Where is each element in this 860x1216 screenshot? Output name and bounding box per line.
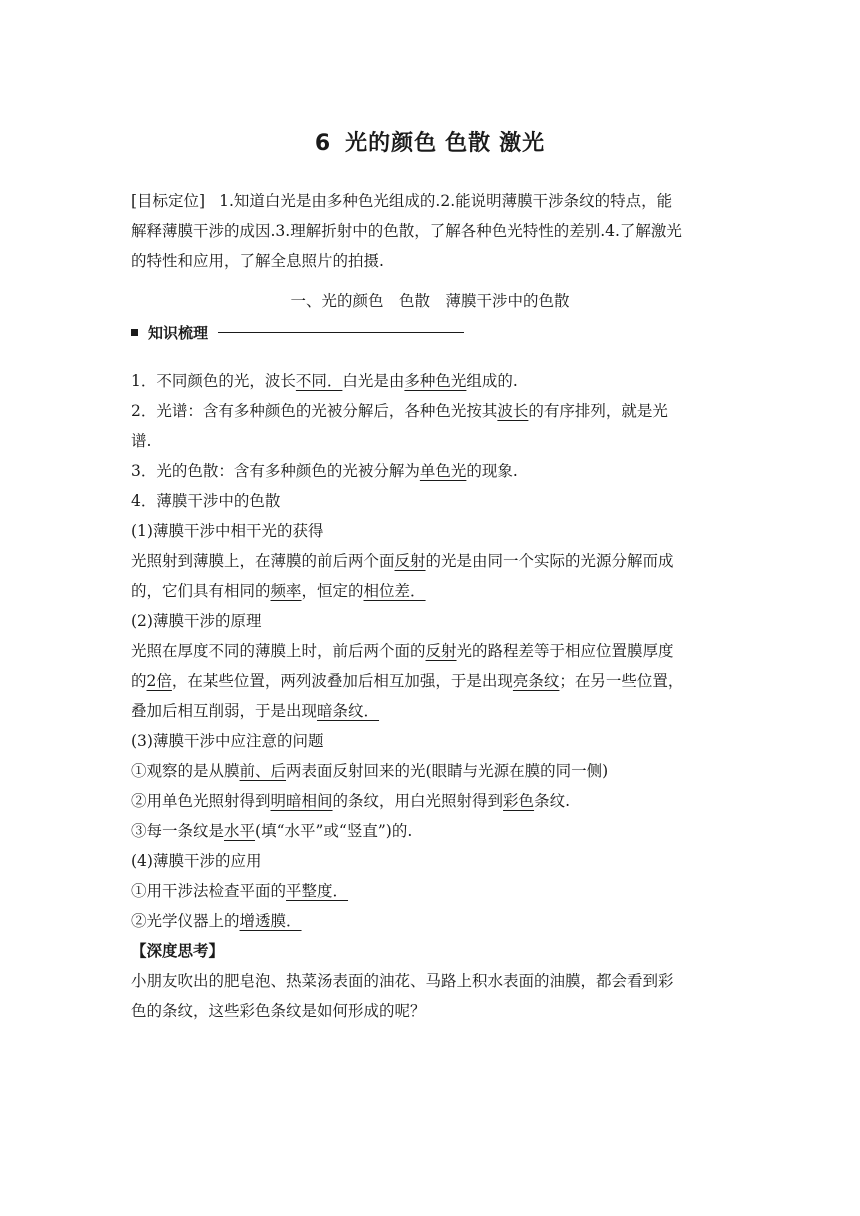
answer-blank: 波长	[497, 402, 529, 420]
subsection-2-line-3: 叠加后相互削弱，于是出现暗条纹．	[131, 702, 380, 720]
title-part-2: 色散	[445, 131, 492, 156]
deep-thinking-label: 【深度思考】	[131, 942, 225, 960]
answer-blank: 亮条纹	[512, 672, 560, 690]
subsection-4-line-1: ①用干涉法检查平面的平整度．	[131, 882, 349, 900]
title-number: 6	[314, 131, 332, 156]
answer-blank: 前、后	[239, 762, 287, 780]
item-4: 4．薄膜干涉中的色散	[131, 492, 281, 510]
subsection-3-line-2: ②用单色光照射得到明暗相间的条纹，用白光照射得到彩色条纹.	[131, 792, 570, 810]
item-2: 2．光谱：含有多种颜色的光被分解后，各种色光按其波长的有序排列，就是光	[131, 402, 668, 420]
section-heading: 一、光的颜色 色散 薄膜干涉中的色散	[290, 292, 570, 310]
subsection-2-line-2: 的2倍，在某些位置，两列波叠加后相互加强，于是出现亮条纹；在另一些位置，	[131, 672, 684, 690]
item-3: 3．光的色散：含有多种颜色的光被分解为单色光的现象.	[131, 462, 518, 480]
answer-blank: 不同．	[295, 372, 343, 390]
subsection-2-line-1: 光照在厚度不同的薄膜上时，前后两个面的反射光的路程差等于相应位置膜厚度	[131, 642, 674, 660]
knowledge-header	[131, 320, 464, 344]
answer-blank: 反射	[425, 642, 457, 660]
content-body	[131, 366, 731, 1026]
square-bullet-icon	[131, 329, 138, 336]
answer-blank: 相位差．	[363, 582, 426, 600]
answer-blank: 平整度．	[286, 882, 349, 900]
answer-blank: 增透膜．	[239, 912, 302, 930]
answer-blank: 暗条纹．	[317, 702, 380, 720]
answer-blank: 2倍	[146, 672, 172, 690]
goal-label: [目标定位]	[131, 192, 206, 210]
answer-blank: 单色光	[419, 462, 467, 480]
subsection-2-head: (2)薄膜干涉的原理	[131, 612, 262, 630]
answer-blank: 多种色光	[404, 372, 467, 390]
goal-line-2: 解释薄膜干涉的成因.3.理解折射中的色散，了解各种色光特性的差别.4.了解激光	[131, 222, 682, 240]
answer-blank: 水平	[224, 822, 256, 840]
title-part-1: 光的颜色	[345, 131, 438, 156]
subsection-4-line-2: ②光学仪器上的增透膜．	[131, 912, 302, 930]
page-title	[0, 128, 860, 160]
subsection-4-head: (4)薄膜干涉的应用	[131, 852, 262, 870]
answer-blank: 频率	[270, 582, 302, 600]
subsection-1-line-2: 的，它们具有相同的频率，恒定的相位差．	[131, 582, 426, 600]
subsection-1-line-1: 光照射到薄膜上，在薄膜的前后两个面反射的光是由同一个实际的光源分解而成	[131, 552, 674, 570]
answer-blank: 反射	[394, 552, 426, 570]
subsection-3-line-3: ③每一条纹是水平(填“水平”或“竖直”)的.	[131, 822, 413, 840]
item-2-cont: 谱.	[131, 432, 152, 450]
item-1: 1．不同颜色的光，波长不同．白光是由多种色光组成的.	[131, 372, 518, 390]
knowledge-label: 知识梳理	[148, 323, 209, 342]
deep-thinking-line-2: 色的条纹，这些彩色条纹是如何形成的呢？	[131, 1002, 426, 1020]
goal-line-3: 的特性和应用，了解全息照片的拍摄.	[131, 252, 384, 270]
subsection-1-head: (1)薄膜干涉中相干光的获得	[131, 522, 324, 540]
goal-line-1: 1.知道白光是由多种色光组成的.2.能说明薄膜干涉条纹的特点，能	[219, 192, 673, 210]
answer-blank: 明暗相间	[270, 792, 333, 810]
answer-blank: 彩色	[503, 792, 535, 810]
goal-paragraph	[131, 186, 731, 276]
subsection-3-head: (3)薄膜干涉中应注意的问题	[131, 732, 324, 750]
title-part-3: 激光	[499, 131, 546, 156]
subsection-3-line-1: ①观察的是从膜前、后两表面反射回来的光(眼睛与光源在膜的同一侧)	[131, 762, 609, 780]
header-rule	[218, 332, 464, 333]
deep-thinking-line-1: 小朋友吹出的肥皂泡、热菜汤表面的油花、马路上积水表面的油膜，都会看到彩	[131, 972, 674, 990]
